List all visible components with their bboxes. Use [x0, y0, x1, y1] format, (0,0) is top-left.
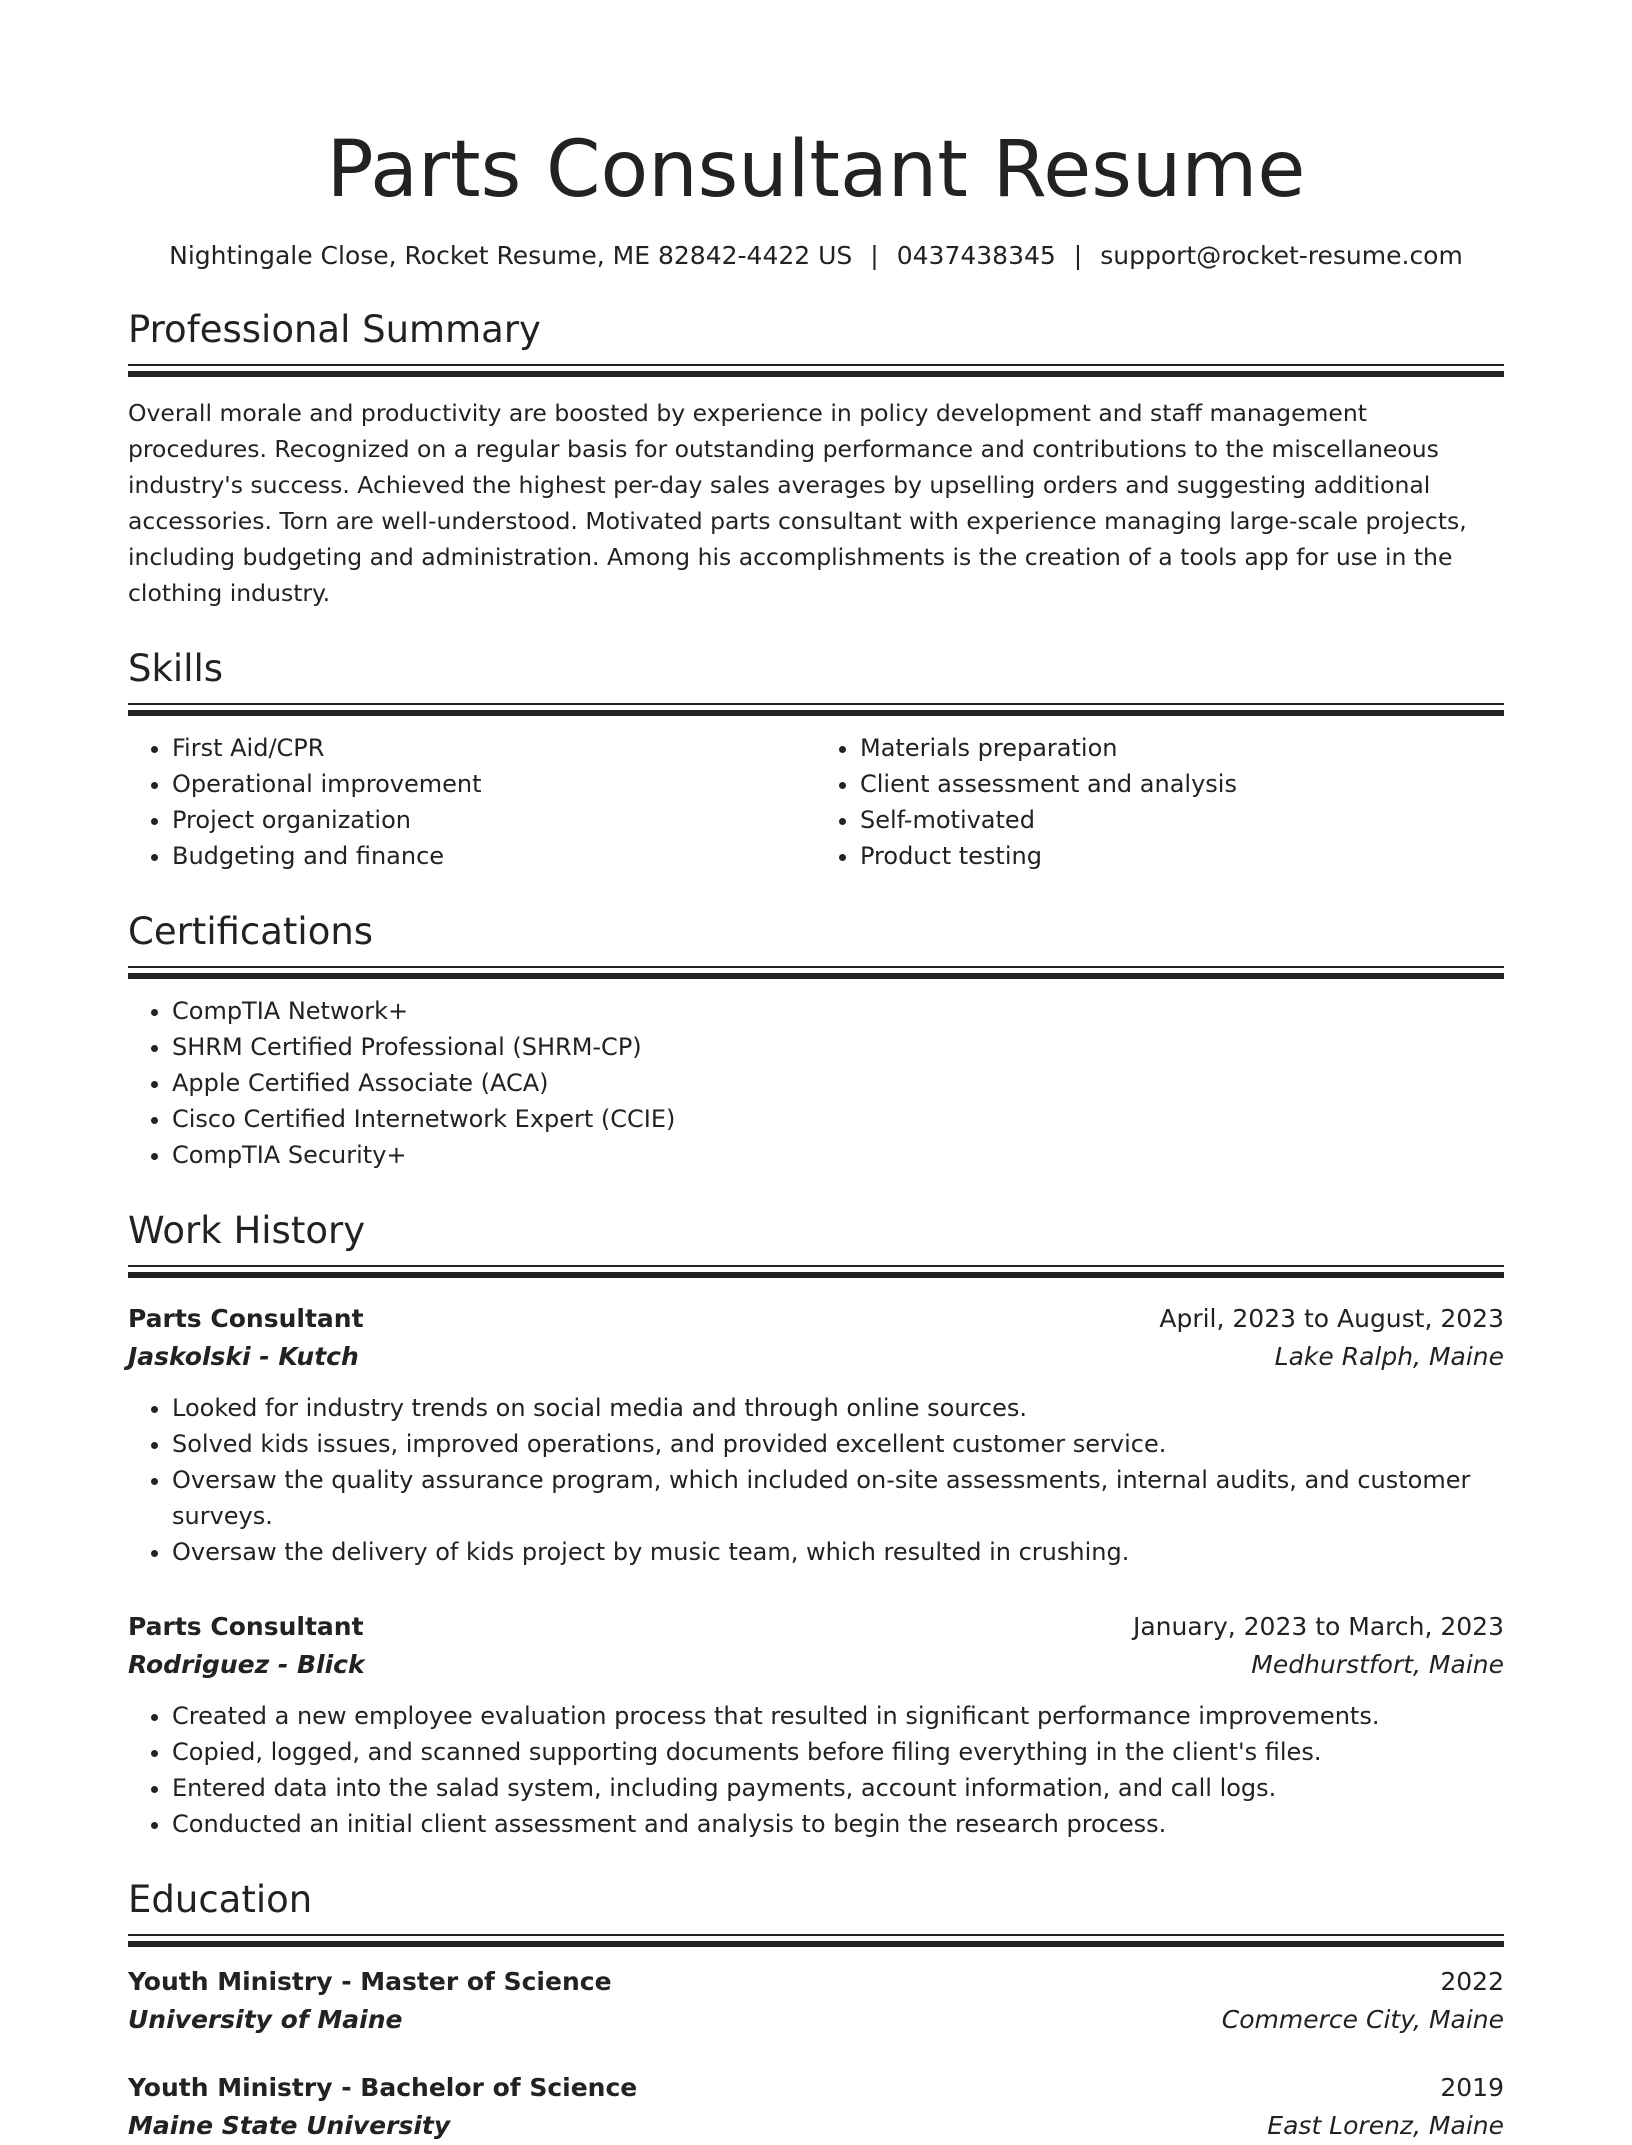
job-entry — [128, 1608, 1504, 1842]
education-school: Maine State University — [128, 2111, 451, 2140]
section-divider — [128, 364, 1504, 377]
education-section — [128, 1878, 1504, 2145]
job-company: Jaskolski - Kutch — [128, 1342, 359, 1371]
section-divider — [128, 1265, 1504, 1278]
job-header-row — [128, 1608, 1504, 1646]
skill-item: • Self-motivated — [860, 802, 1504, 838]
summary-section — [128, 308, 1504, 611]
contact-line — [128, 240, 1504, 272]
education-school-row — [128, 2001, 1504, 2039]
education-year: 2019 — [1440, 2073, 1504, 2102]
skills-list-left — [128, 730, 816, 874]
skill-item: • First Aid/CPR — [172, 730, 816, 766]
certification-item: • Cisco Certified Internetwork Expert (CCIE) — [172, 1101, 1504, 1137]
job-duty: • Created a new employee evaluation process that resulted in significant performance improvements. — [172, 1698, 1504, 1734]
skills-grid — [128, 730, 1504, 874]
skill-item: • Client assessment and analysis — [860, 766, 1504, 802]
skill-item: • Budgeting and finance — [172, 838, 816, 874]
certifications-section — [128, 910, 1504, 1173]
page-title: Parts Consultant Resume — [326, 125, 1306, 215]
job-duties-list — [128, 1698, 1504, 1842]
job-company: Rodriguez - Blick — [128, 1650, 365, 1679]
job-duty: • Looked for industry trends on social media and through online sources. — [172, 1390, 1504, 1426]
education-heading: Education — [128, 1878, 313, 1921]
contact-address: Nightingale Close, Rocket Resume, ME 82842-4422 US — [169, 241, 853, 270]
job-duty: • Conducted an initial client assessment and analysis to begin the research process. — [172, 1806, 1504, 1842]
job-duties-list — [128, 1390, 1504, 1570]
contact-phone: 0437438345 — [896, 241, 1056, 270]
skills-section — [128, 647, 1504, 874]
section-divider — [128, 703, 1504, 716]
certifications-list — [128, 993, 1504, 1173]
certification-item: • Apple Certified Associate (ACA) — [172, 1065, 1504, 1101]
skills-heading: Skills — [128, 647, 224, 690]
work-history-heading: Work History — [128, 1209, 366, 1252]
certification-item: • SHRM Certified Professional (SHRM-CP) — [172, 1029, 1504, 1065]
skills-list-right — [816, 730, 1504, 874]
education-school-row — [128, 2107, 1504, 2145]
section-divider — [128, 966, 1504, 979]
education-header-row — [128, 1963, 1504, 2001]
skill-item: • Operational improvement — [172, 766, 816, 802]
job-dates: April, 2023 to August, 2023 — [1159, 1304, 1504, 1333]
job-duty: • Oversaw the delivery of kids project by music team, which resulted in crushing. — [172, 1534, 1504, 1570]
education-header-row — [128, 2069, 1504, 2107]
education-location: East Lorenz, Maine — [1267, 2111, 1504, 2140]
education-degree: Youth Ministry - Master of Science — [128, 1967, 612, 1996]
work-history-section — [128, 1209, 1504, 1842]
education-year: 2022 — [1440, 1967, 1504, 1996]
job-location: Medhurstfort, Maine — [1251, 1650, 1504, 1679]
certifications-heading: Certifications — [128, 910, 374, 953]
skill-item: • Project organization — [172, 802, 816, 838]
job-duty: • Copied, logged, and scanned supporting documents before filing everything in the client's files. — [172, 1734, 1504, 1770]
education-entry — [128, 1963, 1504, 2039]
summary-heading: Professional Summary — [128, 308, 541, 351]
job-title: Parts Consultant — [128, 1612, 364, 1641]
skill-item: • Product testing — [860, 838, 1504, 874]
job-dates: January, 2023 to March, 2023 — [1132, 1612, 1504, 1641]
certification-item: • CompTIA Security+ — [172, 1137, 1504, 1173]
education-entry — [128, 2069, 1504, 2145]
job-location: Lake Ralph, Maine — [1274, 1342, 1504, 1371]
section-divider — [128, 1934, 1504, 1947]
contact-separator: | — [1073, 241, 1083, 270]
job-duty: • Solved kids issues, improved operations, and provided excellent customer service. — [172, 1426, 1504, 1462]
job-company-row — [128, 1646, 1504, 1684]
job-header-row — [128, 1300, 1504, 1338]
certification-item: • CompTIA Network+ — [172, 993, 1504, 1029]
skill-item: • Materials preparation — [860, 730, 1504, 766]
contact-email[interactable]: support@rocket-resume.com — [1100, 241, 1463, 270]
job-duty: • Entered data into the salad system, including payments, account information, and call logs. — [172, 1770, 1504, 1806]
job-company-row — [128, 1338, 1504, 1376]
job-duty: • Oversaw the quality assurance program, which included on-site assessments, internal audits, and customer surveys. — [172, 1462, 1504, 1534]
summary-text: Overall morale and productivity are boosted by experience in policy development and staff management procedures. Recognized on a regular basis for outstanding performance and contributions to the miscellaneous industry's success. Achieved the highest per-day sales averages by upselling orders and suggesting additional accessories. Torn are well-understood. Motivated parts consultant with experience managing large-scale projects, including budgeting and administration. Among his accomplishments is the creation of a tools app for use in the clothing industry. — [128, 399, 1467, 607]
education-location: Commerce City, Maine — [1221, 2005, 1504, 2034]
job-entry — [128, 1300, 1504, 1570]
job-title: Parts Consultant — [128, 1304, 364, 1333]
education-school: University of Maine — [128, 2005, 403, 2034]
education-degree: Youth Ministry - Bachelor of Science — [128, 2073, 638, 2102]
contact-separator: | — [870, 241, 879, 270]
